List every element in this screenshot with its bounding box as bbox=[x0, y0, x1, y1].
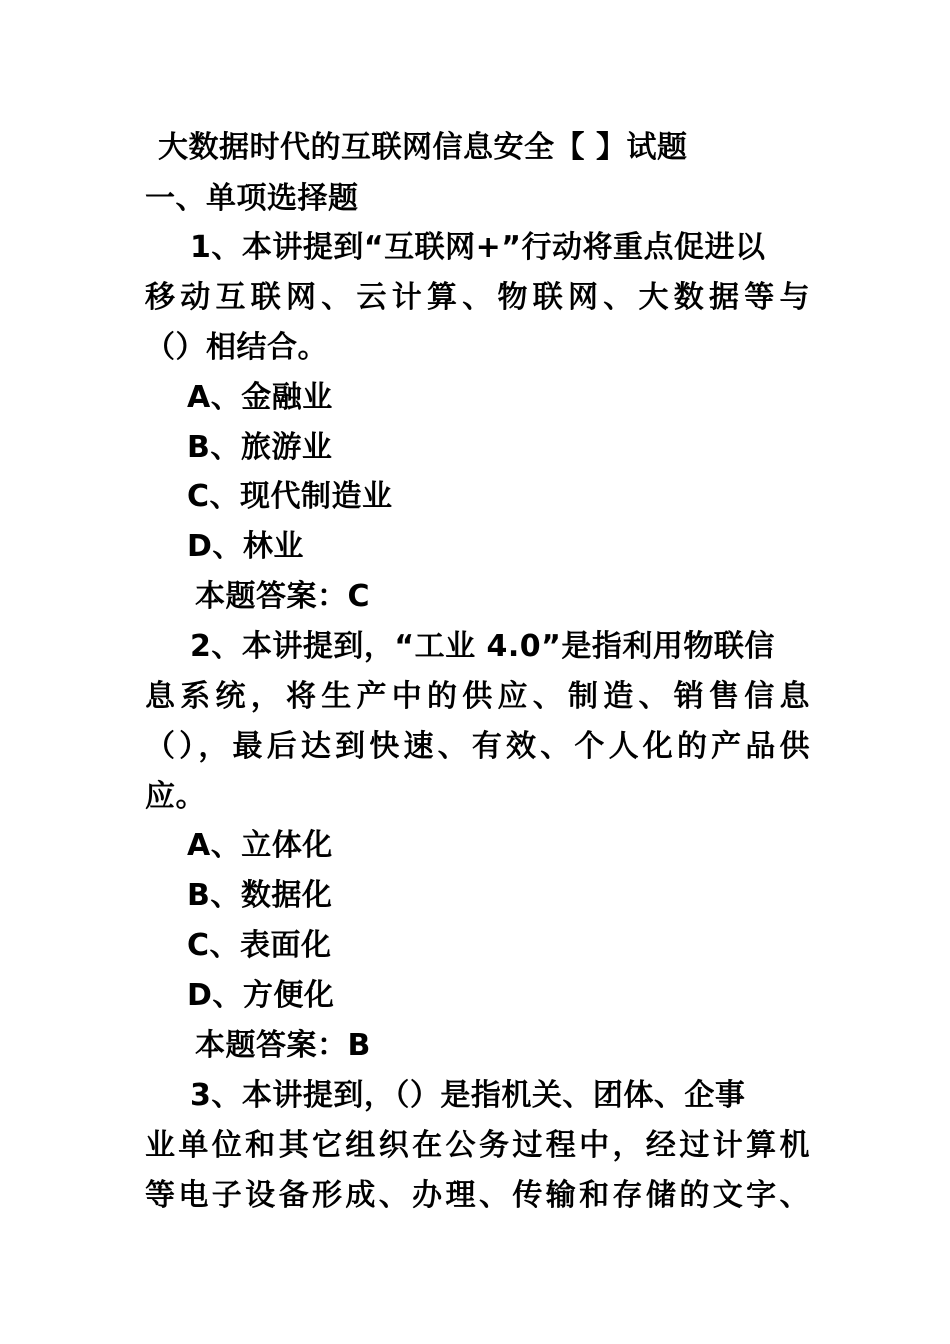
section-heading: 一、单项选择题 bbox=[145, 181, 359, 216]
question-2-answer: 本题答案：B bbox=[195, 1028, 371, 1063]
question-1-option-b: B、旅游业 bbox=[187, 430, 333, 465]
question-1-option-a: A、金融业 bbox=[187, 380, 333, 415]
question-1-line-3: （）相结合。 bbox=[145, 330, 328, 365]
question-1-line-1: 1、本讲提到“互联网+”行动将重点促进以 bbox=[190, 230, 766, 265]
question-2-option-d: D、方便化 bbox=[187, 978, 335, 1013]
question-2-option-c: C、表面化 bbox=[187, 928, 332, 963]
question-2-line-3: （），最后达到快速、有效、个人化的产品供 bbox=[145, 729, 810, 764]
document-title: 大数据时代的互联网信息安全【 】试题 bbox=[158, 130, 688, 165]
question-3-line-2: 业单位和其它组织在公务过程中，经过计算机 bbox=[145, 1128, 810, 1163]
question-2-line-1: 2、本讲提到，“工业 4.0”是指利用物联信 bbox=[190, 629, 775, 664]
question-1-answer: 本题答案：C bbox=[195, 579, 371, 614]
question-2-option-a: A、立体化 bbox=[187, 828, 333, 863]
question-1-option-d: D、林业 bbox=[187, 529, 304, 564]
question-3-line-3: 等电子设备形成、办理、传输和存储的文字、 bbox=[145, 1178, 810, 1213]
question-3-line-1: 3、本讲提到，（）是指机关、团体、企事 bbox=[190, 1078, 746, 1113]
question-1-option-c: C、现代制造业 bbox=[187, 479, 393, 514]
question-2-line-4: 应。 bbox=[145, 779, 206, 814]
question-1-line-2: 移动互联网、云计算、物联网、大数据等与 bbox=[145, 280, 810, 315]
question-2-option-b: B、数据化 bbox=[187, 878, 333, 913]
question-2-line-2: 息系统，将生产中的供应、制造、销售信息 bbox=[145, 679, 810, 714]
